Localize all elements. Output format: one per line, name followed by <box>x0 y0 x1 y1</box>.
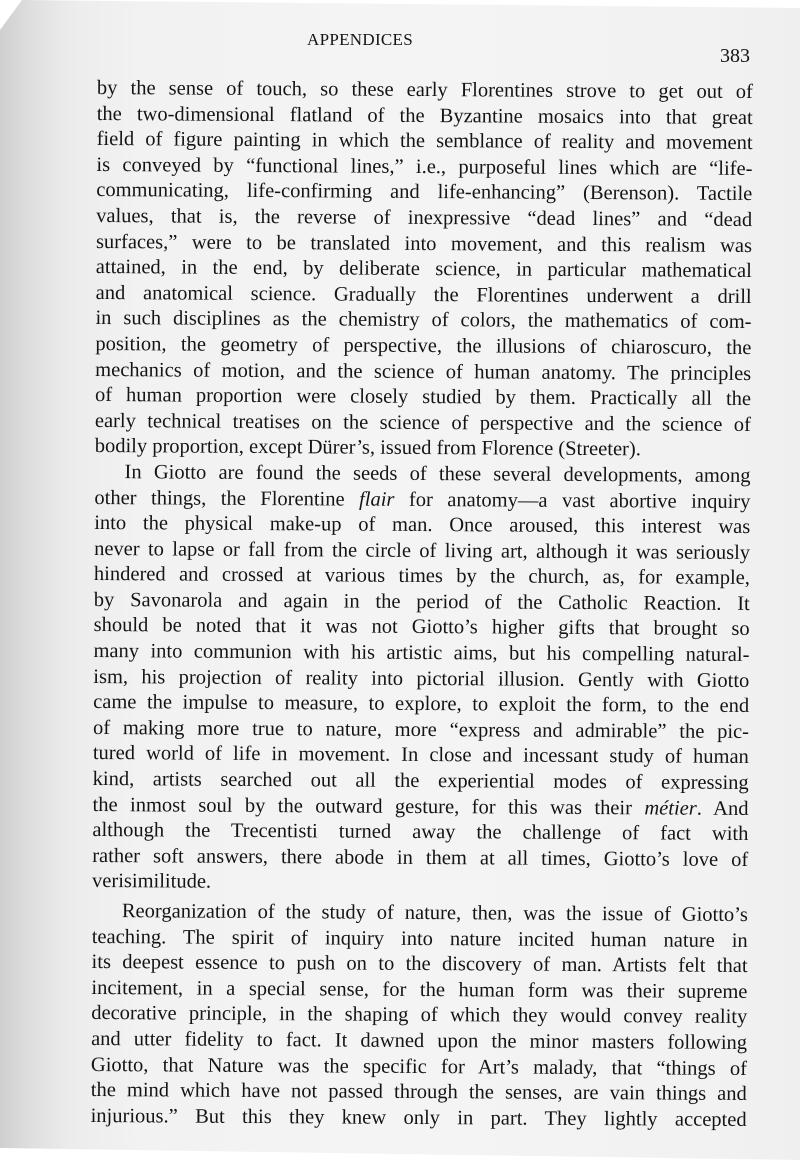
text-line: by the sense of touch, so these early Florentines strove to get out of <box>96 76 753 104</box>
paragraph-1 <box>95 76 753 464</box>
text-line: of human proportion were closely studied by them. Practically all the <box>94 384 752 411</box>
text-line: teaching. The spirit of inquiry into nature incited human nature in <box>91 925 748 952</box>
paragraph-3 <box>91 899 748 1133</box>
body-text <box>91 76 753 1133</box>
italic-word-flair: flair <box>359 488 395 511</box>
paragraph-2 <box>92 460 751 899</box>
text-line: the two-dimensional flatland of the Byzantine mosaics into that great <box>96 102 753 129</box>
text-line: values, that is, the reverse of inexpressive “dead lines” and “dead <box>96 204 753 231</box>
text-fragment: other things, the Florentine <box>94 486 360 511</box>
text-line: field of figure painting in which the semblance of reality and movement <box>96 128 753 155</box>
text-line: Reorganization of the study of nature, then, was the issue of Giotto’s <box>121 900 748 926</box>
text-line: injurious.” But this they knew only in part. They lightly accepted <box>90 1104 747 1131</box>
text-line: tured world of life in movement. In close and incessant study of human <box>92 742 749 769</box>
text-line: should be noted that it was not Giotto’s higher gifts that brought so <box>93 614 750 641</box>
text-line: and utter fidelity to fact. It dawned upon the minor masters following <box>91 1027 748 1054</box>
text-line: mechanics of motion, and the science of human anatomy. The principles <box>95 358 752 385</box>
text-line: and anatomical science. Gradually the Florentines underwent a drill <box>95 281 752 308</box>
text-line: came the impulse to measure, to explore, to exploit the form, to the end <box>93 691 750 718</box>
text-line: communicating, life-confirming and life-enhancing” (Berenson). Tactile <box>96 179 753 206</box>
text-line: is conveyed by “functional lines,” i.e., purposeful lines which are “life- <box>96 153 753 180</box>
text-line: its deepest essence to push on to the discovery of man. Artists felt that <box>91 951 748 978</box>
page-number: 383 <box>720 45 750 67</box>
text-line: ism, his projection of reality into pictorial illusion. Gently with Giotto <box>93 665 750 692</box>
text-line: incitement, in a special sense, for the human form was their supreme <box>91 976 748 1003</box>
text-line: of making more true to nature, more “express and admirable” the pic- <box>92 716 750 743</box>
text-line: attained, in the end, by deliberate science, in particular mathematical <box>95 256 752 283</box>
text-line: by Savonarola and again in the period of the Catholic Reaction. It <box>93 588 750 615</box>
text-line: decorative principle, in the shaping of which they would convey reality <box>91 1002 748 1029</box>
text-line <box>92 793 748 823</box>
text-line: position, the geometry of perspective, the illusions of chiaroscuro, the <box>95 332 752 359</box>
text-line: never to lapse or fall from the circle of living art, although it was seriously <box>94 537 751 564</box>
text-line: into the physical make-up of man. Once aroused, this interest was <box>94 512 751 539</box>
text-line: verisimilitude. <box>92 870 212 894</box>
text-fragment: for anatomy—a vast abortive inquiry <box>394 488 751 513</box>
text-line: Giotto, that Nature was the specific for Art’s malady, that “things of <box>90 1053 748 1080</box>
italic-word-metier: métier <box>644 796 697 820</box>
text-line <box>94 485 750 515</box>
text-line: many into communion with his artistic aims, but his compelling natural- <box>93 640 750 667</box>
text-line: surfaces,” were to be translated into movement, and this realism was <box>95 230 753 257</box>
text-line: In Giotto are found the seeds of these several developments, among <box>124 461 751 487</box>
text-line: although the Trecentisti turned away the challenge of fact with <box>92 819 749 846</box>
running-head: APPENDICES <box>307 30 413 49</box>
text-line: kind, artists searched out all the experiential modes of expressing <box>92 768 749 795</box>
text-line: in such disciplines as the chemistry of colors, the mathematics of com- <box>95 307 752 334</box>
text-fragment: . And <box>696 797 749 820</box>
text-line: early technical treatises on the science of perspective and the science of <box>94 409 751 436</box>
text-line: bodily proportion, except Dürer’s, issued from Florence (Streeter). <box>94 435 641 461</box>
text-line: the mind which have not passed through the senses, are vain things and <box>90 1079 747 1106</box>
text-line: rather soft answers, there abode in them at all times, Giotto’s love of <box>92 844 749 871</box>
text-fragment: the inmost soul by the outward gesture, for this was their <box>92 793 645 819</box>
text-line: hindered and crossed at various times by the church, as, for example, <box>93 563 751 590</box>
